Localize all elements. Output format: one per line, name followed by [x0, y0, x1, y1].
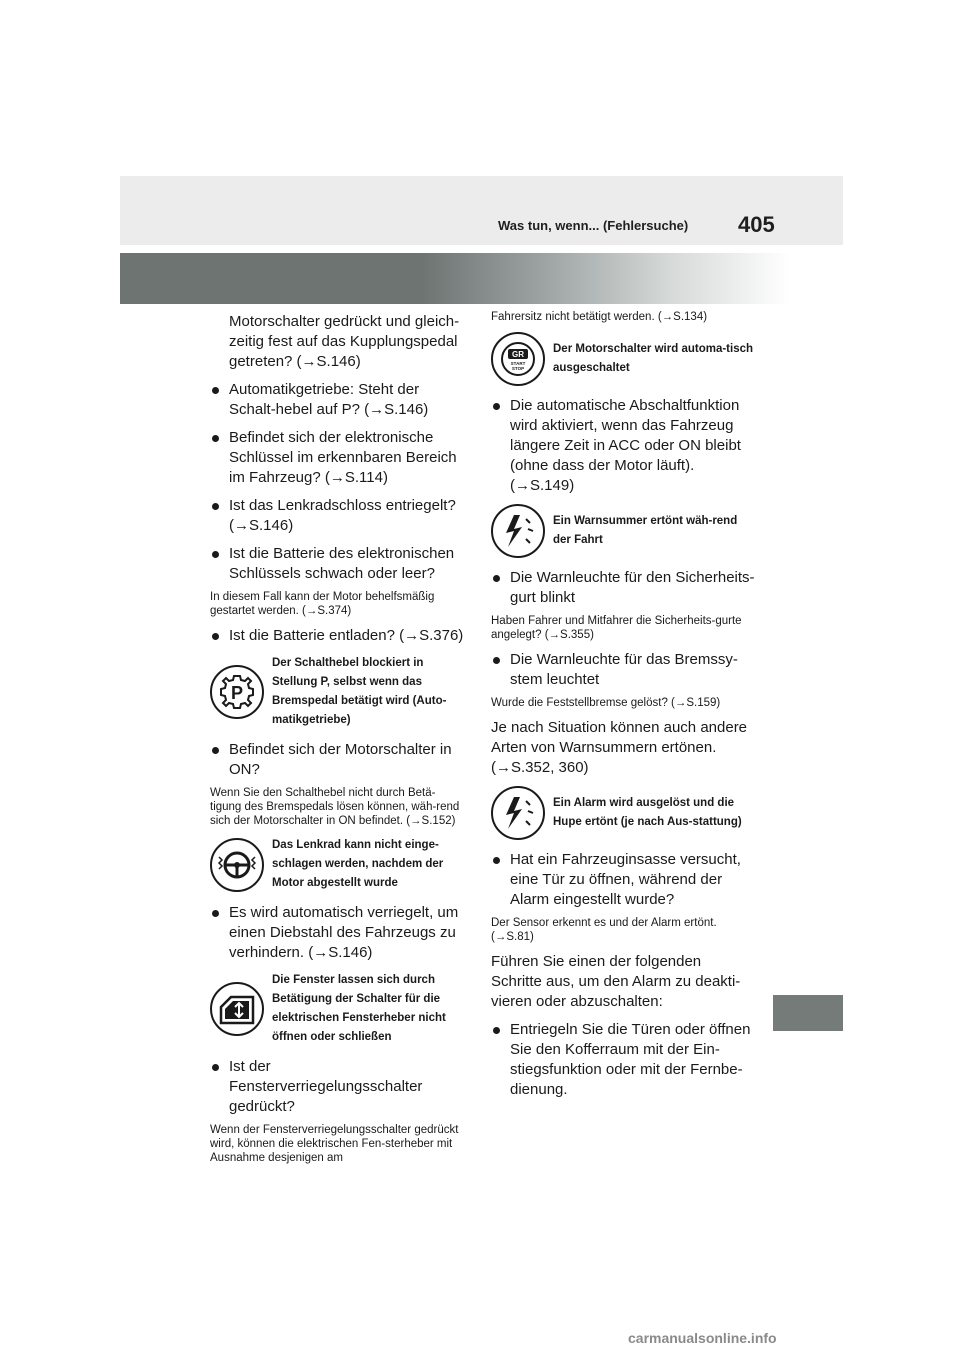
- note-text: Fahrersitz nicht betätigt werden. (→S.134): [491, 311, 708, 323]
- left-column: [210, 312, 465, 1173]
- svg-text:STOP: STOP: [511, 366, 525, 371]
- bullet-item: Entriegeln Sie die Türen oder öffnen Sie den Kofferraum mit der Ein-stiegsfunktion oder mit der Fernbe-dienung.: [491, 1020, 756, 1100]
- icon-heading-text: Die Fenster lassen sich durch Betätigung der Schalter für die elektrischen Fensterheber nicht öffnen oder schließen: [272, 974, 446, 1043]
- icon-heading-block: [491, 786, 756, 840]
- watermark-text: carmanualsonline.info: [628, 1330, 777, 1346]
- start-stop-button-icon: [491, 332, 545, 386]
- svg-text:START: START: [510, 361, 526, 366]
- icon-heading-text: Ein Warnsummer ertönt wäh-rend der Fahrt: [553, 515, 738, 546]
- note-text: Wenn Sie den Schalthebel nicht durch Betä-tigung des Bremspedals lösen können, wäh-rend sich der Motorschalter in ON befindet. (→S.152): [210, 787, 460, 827]
- page-number: 405: [738, 212, 775, 237]
- svg-text:GR: GR: [512, 350, 524, 359]
- icon-heading-block: [210, 971, 465, 1047]
- bullet-item: Die Warnleuchte für den Sicherheits-gurt blinkt: [491, 568, 756, 608]
- body-text: Je nach Situation können auch andere Arten von Warnsummern ertönen. (→S.352, 360): [491, 719, 748, 776]
- power-window-icon: [210, 982, 264, 1036]
- icon-heading-block: [210, 654, 465, 730]
- right-column: [491, 312, 756, 1108]
- note-text: Wurde die Feststellbremse gelöst? (→S.159): [491, 697, 721, 709]
- shift-lever-p-icon: [210, 665, 264, 719]
- warning-buzzer-icon: [491, 504, 545, 558]
- steering-wheel-icon: [210, 838, 264, 892]
- icon-heading-text: Der Motorschalter wird automa-tisch ausgeschaltet: [553, 343, 754, 374]
- chapter-side-tab: [773, 995, 843, 1031]
- decorative-gradient-bar: [120, 253, 790, 304]
- header-band: [120, 176, 843, 245]
- bullet-item: Hat ein Fahrzeuginsasse versucht, eine Tür zu öffnen, während der Alarm eingestellt wurde?: [491, 850, 756, 910]
- note-text: Der Sensor erkennt es und der Alarm ertönt. (→S.81): [491, 917, 717, 943]
- bullet-item: Ist die Batterie des elektronischen Schlüssels schwach oder leer?: [210, 544, 465, 584]
- bullet-item: Automatikgetriebe: Steht der Schalt-hebel auf P? (→S.146): [210, 380, 465, 420]
- body-text: Motorschalter gedrückt und gleich-zeitig fest auf das Kupplungspedal getreten? (→S.146): [229, 313, 460, 370]
- note-text: Haben Fahrer und Mitfahrer die Sicherheits-gurte angelegt? (→S.355): [491, 615, 742, 641]
- icon-heading-block: [491, 332, 756, 386]
- bullet-item: Es wird automatisch verriegelt, um einen Diebstahl des Fahrzeugs zu verhindern. (→S.146): [210, 903, 465, 963]
- body-text: Führen Sie einen der folgenden Schritte aus, um den Alarm zu deakti-vieren oder abzuschalten:: [491, 953, 741, 1010]
- bullet-item: Befindet sich der elektronische Schlüssel im erkennbaren Bereich im Fahrzeug? (→S.114): [210, 428, 465, 488]
- alarm-icon: [491, 786, 545, 840]
- bullet-item: Ist die Batterie entladen? (→S.376): [210, 626, 465, 646]
- section-title: Was tun, wenn... (Fehlersuche): [498, 218, 689, 233]
- bullet-item: Die Warnleuchte für das Bremssy-stem leuchtet: [491, 650, 756, 690]
- bullet-item: Ist der Fensterverriegelungsschalter gedrückt?: [210, 1057, 465, 1117]
- note-text: Wenn der Fensterverriegelungsschalter gedrückt wird, können die elektrischen Fen-sterheber mit Ausnahme desjenigen am: [210, 1124, 459, 1164]
- icon-heading-text: Das Lenkrad kann nicht einge-schlagen werden, nachdem der Motor abgestellt wurde: [272, 839, 444, 889]
- icon-heading-text: Ein Alarm wird ausgelöst und die Hupe ertönt (je nach Aus-stattung): [553, 797, 742, 828]
- icon-heading-text: Der Schalthebel blockiert in Stellung P, selbst wenn das Bremspedal betätigt wird (Auto-matikgetriebe): [272, 657, 447, 726]
- bullet-item: Die automatische Abschaltfunktion wird aktiviert, wenn das Fahrzeug längere Zeit in ACC oder ON bleibt (ohne dass der Motor läuft). (→S.149): [491, 396, 756, 496]
- note-text: In diesem Fall kann der Motor behelfsmäßig gestartet werden. (→S.374): [210, 591, 435, 617]
- svg-text:P: P: [230, 683, 244, 703]
- icon-heading-block: [210, 836, 465, 893]
- bullet-item: Ist das Lenkradschloss entriegelt? (→S.146): [210, 496, 465, 536]
- icon-heading-block: [491, 504, 756, 558]
- bullet-item: Befindet sich der Motorschalter in ON?: [210, 740, 465, 780]
